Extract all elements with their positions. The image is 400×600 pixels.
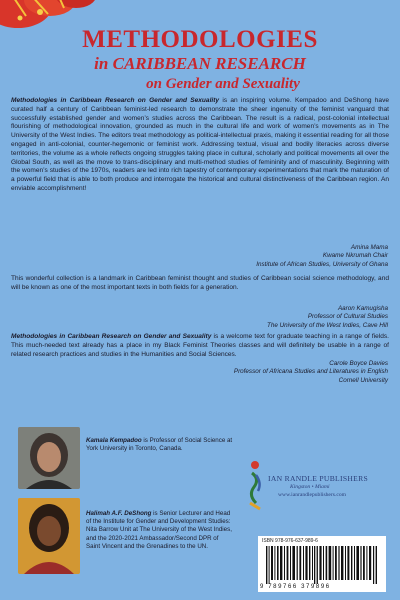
- editor-1-name: Kamala Kempadoo: [86, 437, 142, 444]
- blurb-1: [11, 97, 389, 194]
- blurb-1-author: Amina Mama: [350, 244, 388, 251]
- isbn-label: ISBN 978-976-637-989-6: [262, 538, 318, 544]
- blurb-3: [11, 333, 389, 359]
- blurb-2-affiliation: The University of the West Indies, Cave Hill: [267, 321, 388, 329]
- title-line-2: in CARIBBEAN RESEARCH: [94, 54, 306, 73]
- editor-2-name: Halimah A.F. DeShong: [86, 510, 152, 517]
- title-line-1: METHODOLOGIES: [82, 26, 318, 53]
- barcode-icon: [266, 546, 378, 584]
- blurb-2-signature: [267, 305, 388, 330]
- title-line-3: on Gender and Sexuality: [146, 76, 300, 92]
- publisher-url: www.ianrandlepublishers.com: [278, 492, 346, 498]
- editor-1-photo: [18, 427, 80, 489]
- blurb-2: [11, 275, 389, 293]
- publisher-cities: Kingston • Miami: [290, 484, 330, 490]
- blurb-2-text: This wonderful collection is a landmark in Caribbean feminist thought and studies of Caribbean social science methodology, and will be known as one of the most important texts in both fields for a generation.: [11, 275, 389, 291]
- blurb-3-text: is a welcome text for graduate teaching in a range of fields. This much-needed text already has a place in my Black Feminist Theories classes and will definitely be usable in a range of related research practices and studies in the Humanities and Social Sciences.: [11, 333, 389, 358]
- blurb-3-signature: [234, 360, 388, 385]
- blurb-3-title: Professor of Africana Studies and Literatures in English: [233, 368, 388, 376]
- editor-2-bio: [86, 510, 234, 551]
- blurb-2-title: Professor of Cultural Studies: [307, 313, 388, 321]
- publisher-name: IAN RANDLE PUBLISHERS: [268, 474, 368, 483]
- blurb-1-text: is an inspiring volume. Kempadoo and DeShong have curated half a century of Caribbean feminist-led research to demonstrate the sheer ingenuity of the feminist vanguard that successfully established gender and women’s studies across the Caribbean. The result is a radical, post-colonial intellectual flourishing of methodological innovation, grounded as much in the cultural life and work of women’s movements as in The University of the West Indies. The editors treat methodology as political-intellectual praxis, making it essential reading for all those engaged in anti-colonial, counter-hegemonic or feminist work. Addressing textual, visual and bodily literacies across diverse territories, the volume as a whole reflects ongoing struggles taking place in cultural, scholarly and political movements all over the Global South, as well as the move to trans-disciplinary and multi-method studies of femininity and of masculinity. Beginning with the women’s studies of the 1970s, readers are led into rich tapestry of contemporary experimentations that mark the maturation of a powerful field that is able to both produce and interrogate the historical and cultural distinctiveness of the Caribbean region. An enviable accomplishment!: [11, 97, 389, 192]
- blurb-2-author: Aaron Kamugisha: [337, 305, 388, 312]
- blurb-1-lead: Methodologies in Caribbean Research on Gender and Sexuality: [11, 97, 220, 104]
- blurb-3-author: Carole Boyce Davies: [329, 360, 388, 367]
- blurb-1-title: Kwame Nkrumah Chair: [322, 252, 388, 260]
- editor-2-photo: [18, 498, 80, 574]
- isbn-barcode: [258, 536, 386, 592]
- blurb-3-affiliation: Cornell University: [338, 376, 388, 384]
- publisher-logo-icon: [246, 459, 266, 511]
- blurb-1-affiliation: Institute of African Studies, University of Ghana: [256, 260, 388, 268]
- book-title: [0, 26, 400, 94]
- editor-2-bio-text: is Senior Lecturer and Head of the Institute for Gender and Development Studies: Nita Barrow Unit at The University of the West Indies, and the 2020-2021 Ambassador/Second DPR of Saint Vincent and the Grenadines to the UN.: [86, 510, 232, 550]
- blurb-3-lead: Methodologies in Caribbean Research on Gender and Sexuality: [11, 333, 212, 340]
- blurb-1-signature: [256, 244, 388, 269]
- editor-1-bio-text: is Professor of Social Science at York University in Toronto, Canada.: [86, 437, 233, 453]
- editor-1-bio: [86, 437, 234, 453]
- isbn-number: 9 789766 379896: [260, 584, 331, 590]
